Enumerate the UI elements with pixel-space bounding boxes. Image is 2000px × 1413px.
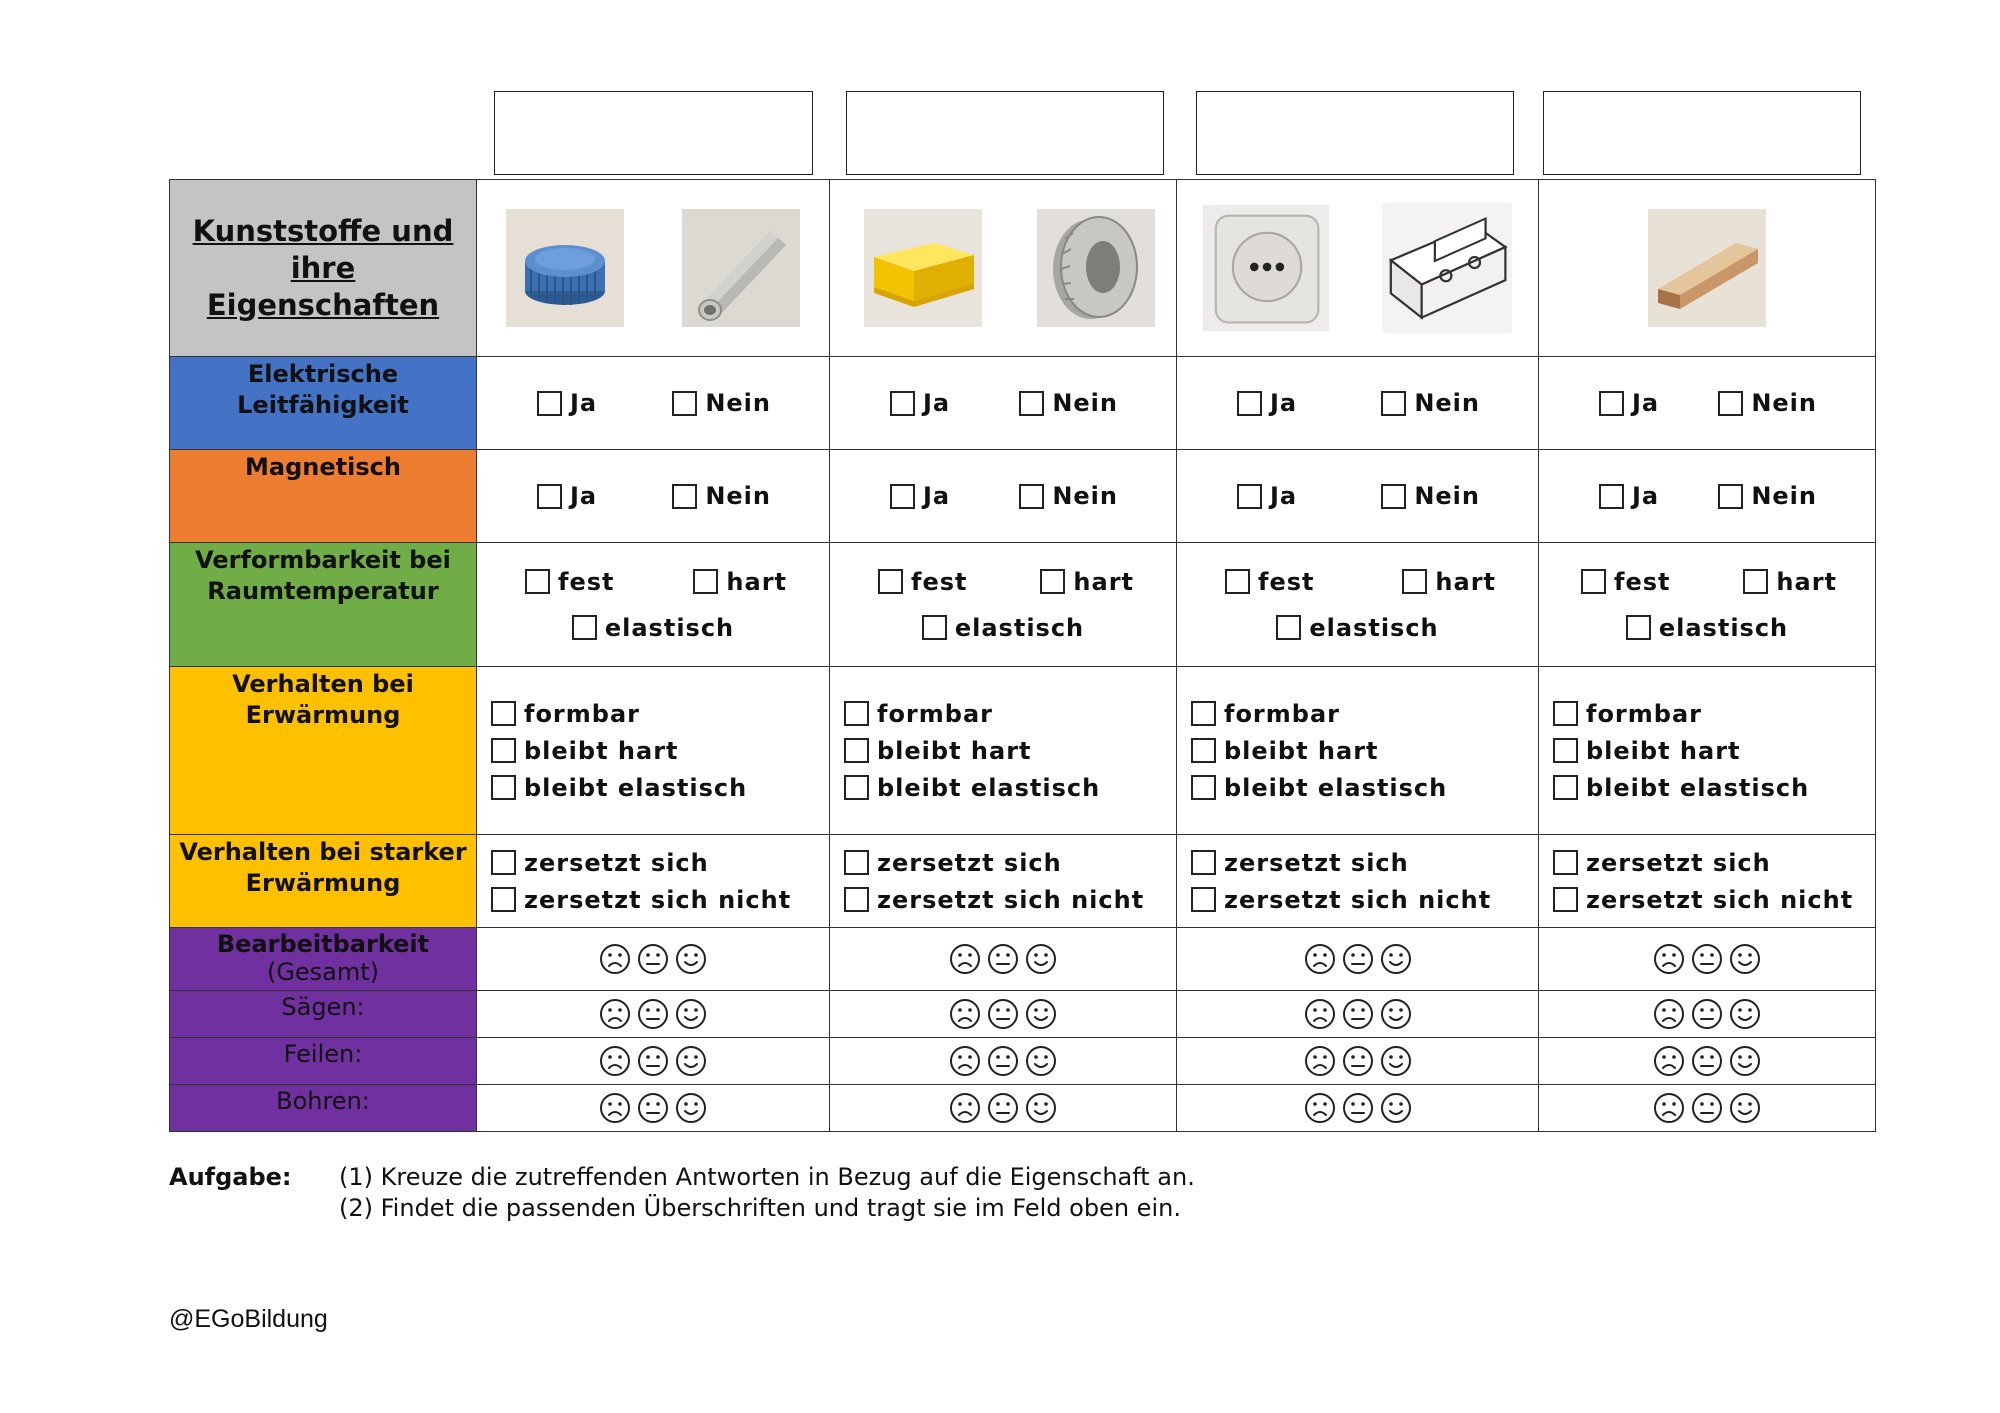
magnetic-cell-4: Ja Nein xyxy=(1539,450,1876,543)
happy-face-icon[interactable] xyxy=(675,943,707,975)
sad-face-icon[interactable] xyxy=(599,998,631,1030)
checkbox-nein[interactable] xyxy=(1019,484,1044,509)
checkbox-nein[interactable] xyxy=(1381,484,1406,509)
sad-face-icon[interactable] xyxy=(1304,1045,1336,1077)
rating-cell xyxy=(477,1085,830,1132)
rating-faces xyxy=(477,943,829,975)
happy-face-icon[interactable] xyxy=(1729,1092,1761,1124)
properties-table xyxy=(169,179,1876,1132)
rating-faces xyxy=(477,1045,829,1077)
neutral-face-icon[interactable] xyxy=(987,1045,1019,1077)
magnetic-cell-1: Ja Nein xyxy=(477,450,830,543)
checkbox-elastisch[interactable] xyxy=(922,615,947,640)
neutral-face-icon[interactable] xyxy=(1691,998,1723,1030)
checkbox-nein[interactable] xyxy=(1718,391,1743,416)
sad-face-icon[interactable] xyxy=(1653,1092,1685,1124)
strong-heating-cell-2: zersetzt sich zersetzt sich nicht xyxy=(830,835,1177,928)
sad-face-icon[interactable] xyxy=(949,1092,981,1124)
task-line-1: (1) Kreuze die zutreffenden Antworten in Bezug auf die Eigenschaft an. xyxy=(339,1163,1195,1191)
rating-cell xyxy=(1539,991,1876,1038)
rating-cell xyxy=(1539,928,1876,991)
happy-face-icon[interactable] xyxy=(1025,943,1057,975)
checkbox-nein[interactable] xyxy=(1019,391,1044,416)
heading-field-2[interactable] xyxy=(846,91,1164,175)
checkbox-fest[interactable] xyxy=(1225,569,1250,594)
row-label-sawing: Sägen: xyxy=(170,991,477,1038)
sad-face-icon[interactable] xyxy=(1653,998,1685,1030)
rating-faces xyxy=(1177,1092,1538,1124)
happy-face-icon[interactable] xyxy=(675,1045,707,1077)
checkbox-bleibt-hart[interactable] xyxy=(1191,738,1216,763)
row-label-filing: Feilen: xyxy=(170,1038,477,1085)
power-socket-image xyxy=(1203,205,1329,331)
rating-faces xyxy=(1177,1045,1538,1077)
checkbox-formbar[interactable] xyxy=(844,701,869,726)
sad-face-icon[interactable] xyxy=(1304,998,1336,1030)
task-section xyxy=(169,1162,1195,1224)
heading-field-1[interactable] xyxy=(494,91,813,175)
happy-face-icon[interactable] xyxy=(1380,998,1412,1030)
conductivity-cell-3: Ja Nein xyxy=(1177,357,1539,450)
wood-block-image xyxy=(1639,209,1775,327)
neutral-face-icon[interactable] xyxy=(1342,998,1374,1030)
checkbox-bleibt-hart[interactable] xyxy=(1553,738,1578,763)
happy-face-icon[interactable] xyxy=(1729,1045,1761,1077)
checkbox-elastisch[interactable] xyxy=(1276,615,1301,640)
checkbox-elastisch[interactable] xyxy=(572,615,597,640)
checkbox-fest[interactable] xyxy=(878,569,903,594)
row-label-heating: Verhalten bei Erwärmung xyxy=(170,667,477,835)
deformability-cell-2: fest hart elastisch xyxy=(830,543,1177,667)
checkbox-ja[interactable] xyxy=(1237,484,1262,509)
neutral-face-icon[interactable] xyxy=(987,943,1019,975)
tire-image xyxy=(1037,209,1155,327)
heating-cell-2: formbar bleibt hart bleibt elastisch xyxy=(830,667,1177,835)
rating-faces xyxy=(477,1092,829,1124)
checkbox-nein[interactable] xyxy=(1718,484,1743,509)
rating-cell xyxy=(830,1085,1177,1132)
neutral-face-icon[interactable] xyxy=(1342,1045,1374,1077)
checkbox-zersetzt-sich-nicht[interactable] xyxy=(844,887,869,912)
checkbox-ja[interactable] xyxy=(537,484,562,509)
checkbox-fest[interactable] xyxy=(525,569,550,594)
rating-cell xyxy=(477,991,830,1038)
rating-faces xyxy=(1539,1092,1875,1124)
deformability-cell-1: fest hart elastisch xyxy=(477,543,830,667)
checkbox-bleibt-hart[interactable] xyxy=(491,738,516,763)
checkbox-nein[interactable] xyxy=(1381,391,1406,416)
sheet-title: Kunststoffe und ihre Eigenschaften xyxy=(170,180,477,357)
heating-cell-4: formbar bleibt hart bleibt elastisch xyxy=(1539,667,1876,835)
happy-face-icon[interactable] xyxy=(1729,943,1761,975)
heating-cell-1: formbar bleibt hart bleibt elastisch xyxy=(477,667,830,835)
neutral-face-icon[interactable] xyxy=(1691,1045,1723,1077)
checkbox-nein[interactable] xyxy=(672,484,697,509)
rating-cell xyxy=(1539,1085,1876,1132)
conductivity-cell-4: Ja Nein xyxy=(1539,357,1876,450)
neutral-face-icon[interactable] xyxy=(637,998,669,1030)
cassette-image xyxy=(1382,203,1512,333)
checkbox-zersetzt-sich-nicht[interactable] xyxy=(1191,887,1216,912)
rating-faces xyxy=(830,998,1176,1030)
row-label-deformability: Verformbarkeit bei Raumtemperatur xyxy=(170,543,477,667)
heading-field-4[interactable] xyxy=(1543,91,1861,175)
checkbox-elastisch[interactable] xyxy=(1626,615,1651,640)
row-label-drilling: Bohren: xyxy=(170,1085,477,1132)
task-line-2: (2) Findet die passenden Überschriften und tragt sie im Feld oben ein. xyxy=(339,1194,1181,1222)
image-cell-1 xyxy=(477,180,830,357)
rating-cell xyxy=(830,928,1177,991)
rating-cell xyxy=(1177,1038,1539,1085)
deformability-cell-4: fest hart elastisch xyxy=(1539,543,1876,667)
footer-credit: @EGoBildung xyxy=(169,1305,328,1333)
neutral-face-icon[interactable] xyxy=(1342,943,1374,975)
neutral-face-icon[interactable] xyxy=(1691,1092,1723,1124)
rating-faces xyxy=(830,1092,1176,1124)
row-label-strong-heating: Verhalten bei starker Erwärmung xyxy=(170,835,477,928)
rating-faces xyxy=(1539,998,1875,1030)
happy-face-icon[interactable] xyxy=(1025,1045,1057,1077)
happy-face-icon[interactable] xyxy=(1729,998,1761,1030)
bottle-cap-image xyxy=(506,209,624,327)
rating-cell xyxy=(830,1038,1177,1085)
image-cell-2 xyxy=(830,180,1177,357)
rating-cell xyxy=(830,991,1177,1038)
checkbox-formbar[interactable] xyxy=(1191,701,1216,726)
neutral-face-icon[interactable] xyxy=(987,1092,1019,1124)
row-label-conductivity: Elektrische Leitfähigkeit xyxy=(170,357,477,450)
rating-faces xyxy=(830,943,1176,975)
checkbox-zersetzt-sich[interactable] xyxy=(1191,850,1216,875)
checkbox-zersetzt-sich[interactable] xyxy=(1553,850,1578,875)
checkbox-bleibt-elastisch[interactable] xyxy=(491,775,516,800)
neutral-face-icon[interactable] xyxy=(637,1092,669,1124)
checkbox-hart[interactable] xyxy=(1040,569,1065,594)
happy-face-icon[interactable] xyxy=(675,998,707,1030)
rating-cell xyxy=(1177,991,1539,1038)
neutral-face-icon[interactable] xyxy=(637,943,669,975)
checkbox-hart[interactable] xyxy=(693,569,718,594)
rating-faces xyxy=(830,1045,1176,1077)
checkbox-bleibt-hart[interactable] xyxy=(844,738,869,763)
checkbox-ja[interactable] xyxy=(537,391,562,416)
heading-field-3[interactable] xyxy=(1196,91,1514,175)
neutral-face-icon[interactable] xyxy=(987,998,1019,1030)
checkbox-bleibt-elastisch[interactable] xyxy=(844,775,869,800)
rating-faces xyxy=(1177,998,1538,1030)
sad-face-icon[interactable] xyxy=(599,1092,631,1124)
sad-face-icon[interactable] xyxy=(1653,1045,1685,1077)
magnetic-cell-3: Ja Nein xyxy=(1177,450,1539,543)
checkbox-ja[interactable] xyxy=(1237,391,1262,416)
conductivity-cell-2: Ja Nein xyxy=(830,357,1177,450)
happy-face-icon[interactable] xyxy=(1380,1092,1412,1124)
sad-face-icon[interactable] xyxy=(949,998,981,1030)
neutral-face-icon[interactable] xyxy=(1342,1092,1374,1124)
sad-face-icon[interactable] xyxy=(949,1045,981,1077)
checkbox-ja[interactable] xyxy=(890,391,915,416)
checkbox-zersetzt-sich-nicht[interactable] xyxy=(491,887,516,912)
pipe-image xyxy=(682,209,800,327)
rating-cell xyxy=(477,928,830,991)
neutral-face-icon[interactable] xyxy=(637,1045,669,1077)
sad-face-icon[interactable] xyxy=(1304,1092,1336,1124)
task-label: Aufgabe: xyxy=(169,1163,292,1191)
checkbox-nein[interactable] xyxy=(672,391,697,416)
sad-face-icon[interactable] xyxy=(949,943,981,975)
checkbox-bleibt-elastisch[interactable] xyxy=(1553,775,1578,800)
happy-face-icon[interactable] xyxy=(1380,943,1412,975)
checkbox-ja[interactable] xyxy=(1599,484,1624,509)
checkbox-ja[interactable] xyxy=(890,484,915,509)
image-cell-3 xyxy=(1177,180,1539,357)
rating-faces xyxy=(1539,943,1875,975)
rating-faces xyxy=(477,998,829,1030)
neutral-face-icon[interactable] xyxy=(1691,943,1723,975)
checkbox-formbar[interactable] xyxy=(491,701,516,726)
rating-cell xyxy=(1177,1085,1539,1132)
happy-face-icon[interactable] xyxy=(1025,1092,1057,1124)
checkbox-formbar[interactable] xyxy=(1553,701,1578,726)
heating-cell-3: formbar bleibt hart bleibt elastisch xyxy=(1177,667,1539,835)
sad-face-icon[interactable] xyxy=(599,943,631,975)
checkbox-zersetzt-sich[interactable] xyxy=(491,850,516,875)
sad-face-icon[interactable] xyxy=(1304,943,1336,975)
checkbox-hart[interactable] xyxy=(1402,569,1427,594)
rating-faces xyxy=(1177,943,1538,975)
happy-face-icon[interactable] xyxy=(675,1092,707,1124)
sponge-image xyxy=(852,209,994,327)
rating-cell xyxy=(477,1038,830,1085)
rating-cell xyxy=(1177,928,1539,991)
strong-heating-cell-4: zersetzt sich zersetzt sich nicht xyxy=(1539,835,1876,928)
row-label-magnetic: Magnetisch xyxy=(170,450,477,543)
magnetic-cell-2: Ja Nein xyxy=(830,450,1177,543)
happy-face-icon[interactable] xyxy=(1380,1045,1412,1077)
happy-face-icon[interactable] xyxy=(1025,998,1057,1030)
deformability-cell-3: fest hart elastisch xyxy=(1177,543,1539,667)
rating-cell xyxy=(1539,1038,1876,1085)
checkbox-zersetzt-sich-nicht[interactable] xyxy=(1553,887,1578,912)
sad-face-icon[interactable] xyxy=(599,1045,631,1077)
checkbox-hart[interactable] xyxy=(1743,569,1768,594)
image-cell-4 xyxy=(1539,180,1876,357)
strong-heating-cell-3: zersetzt sich zersetzt sich nicht xyxy=(1177,835,1539,928)
conductivity-cell-1: Ja Nein xyxy=(477,357,830,450)
checkbox-ja[interactable] xyxy=(1599,391,1624,416)
checkbox-fest[interactable] xyxy=(1581,569,1606,594)
strong-heating-cell-1: zersetzt sich zersetzt sich nicht xyxy=(477,835,830,928)
checkbox-bleibt-elastisch[interactable] xyxy=(1191,775,1216,800)
row-label-workability: Bearbeitbarkeit (Gesamt) xyxy=(170,928,477,991)
checkbox-zersetzt-sich[interactable] xyxy=(844,850,869,875)
rating-faces xyxy=(1539,1045,1875,1077)
sad-face-icon[interactable] xyxy=(1653,943,1685,975)
